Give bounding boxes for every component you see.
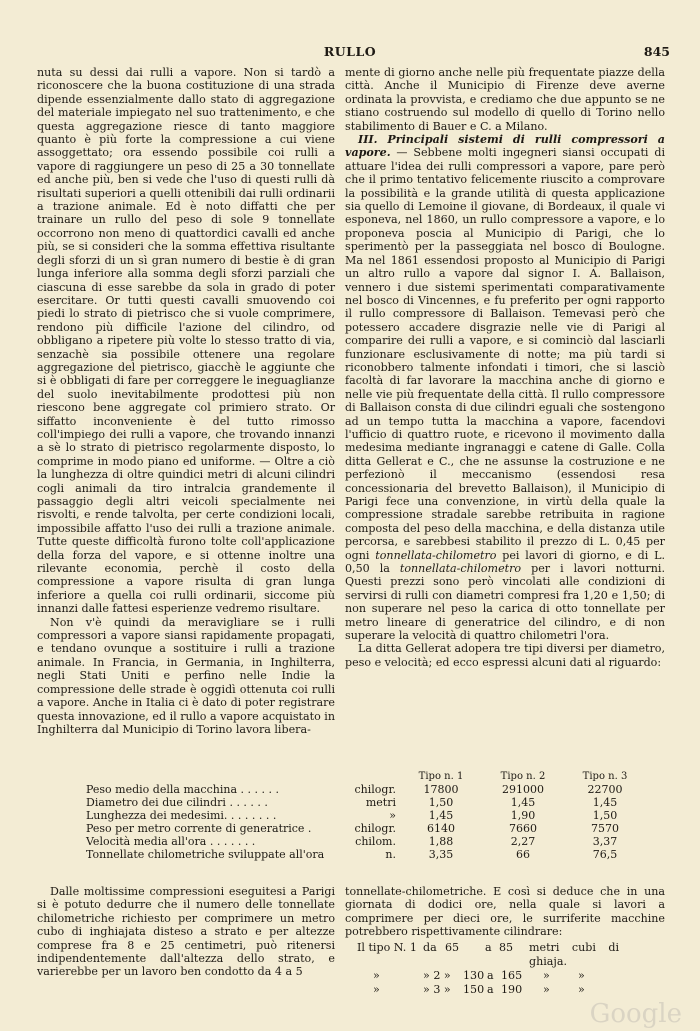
cell: 1,45	[592, 796, 618, 809]
section-text-end: per i lavori notturni. Questi prezzi sono però vincolati alle condizioni di servirsi di rulli con diametri compresi fra 1,20 e 1,50; di non superare nel peso la carica di otto tonnellate per metro lineare di generatrice del cilindro, e di non superare la velocità di quattro chilometri l'ora.	[345, 562, 665, 643]
cell: 1,88	[428, 835, 454, 848]
range-sep: a	[485, 940, 492, 954]
cell: 6140	[427, 822, 455, 835]
col-header: Tipo n. 2	[500, 771, 546, 782]
cell: 17800	[423, 783, 459, 796]
range-sep: a	[487, 982, 494, 996]
cell: 3,35	[428, 848, 454, 861]
col-header: Tipo n. 1	[418, 771, 464, 782]
right-paragraph-2	[345, 133, 665, 642]
range-high: 190	[501, 982, 523, 996]
page-number: 845	[643, 44, 670, 59]
italic-term-1: tonnellata-chilometro	[375, 548, 497, 562]
table-row	[86, 835, 646, 848]
range-unit: » »	[543, 982, 585, 996]
table-row	[86, 796, 646, 809]
cell: 3,37	[592, 835, 618, 848]
type-from: » 2 »	[423, 968, 451, 982]
left-paragraph-2: Non v'è quindi da meravigliare se i rulli compressori a vapore siansi rapidamente propagati, e tendano ovunque a sostituire i rulli a trazione animale. In Francia, in Germania, in Inghilterra, negli Stati Uniti e perfino nelle Indie la compressione delle strade è oggidì ottenuta coi rulli a vapore. Anche in Italia ci è dato di poter registrare questa innovazione, ed il rullo a vapore acquistato in Inghilterra dal Municipio di Torino lavora libera-	[37, 615, 335, 736]
section-text: — Sebbene molti ingegneri siansi occupati di attuare l'idea dei rulli compressori a vapore, pare però che il primo tentativo felicemente riuscito a comprovare la possibilità e la grande utilità di questa applicazione sia quello di Lemoine il giovane, di Bordeaux, il quale vi esponeva, nel 1860, un rullo compressore a vapore, e lo proponeva poscia al Municipio di Parigi, che lo sperimentò per la passeggiata nel bosco di Boulogne. Ma nel 1861 essendosi proposto al Municipio di Parigi un altro rullo a vapore dal signor I. A. Ballaison, vennero i due sistemi sperimentati comparativamente nel bosco di Vincennes, e fu preferito per ogni rapporto il rullo compressore di Ballaison. Temevasi però che potessero accadere disgrazie nelle vie di Parigi al comparire dei rulli a vapore, e si cominciò dal lasciarli funzionare esclusivamente di notte; ma più tardi si riconobbero talmente infondati i timori, che si lasciò facoltà di far lavorare la macchina anche di giorno e nelle vie più frequentate della città. Il rullo compressore di Ballaison consta di due cilindri eguali che sostengono ad un tempo tutta la macchina a vapore, facendovi l'ufficio di quattro ruote, e ricevono il movimento dalla medesima mediante ingranaggi e catene di Galle. Colla ditta Gellerat e C., che ne assunse la costruzione e ne perfezionò il meccanismo (essendosi resa concessionaria del brevetto Ballaison), il Municipio di Parigi fece una convenzione, in virtù della quale la compressione stradale sarebbe retribuita in ragione composta del peso della macchina, e della distanza utile percorsa, e sarebbesi stabilito il prezzo di L. 0,45 per ogni	[345, 146, 665, 562]
bottom-left-text: Dalle moltissime compressioni eseguitesi a Parigi si è potuto dedurre che il numero delle tonnellate chilometriche richiesto per comprimere un metro cubo di inghiajata disteso a strato e per altezze comprese fra 8 e 25 centimetri, può ritenersi indipendentemente dall'altezza dello strato, e varierebbe per un lavoro ben condotto da 4 a 5	[37, 885, 335, 979]
row-unit: »	[389, 809, 396, 822]
cell: 76,5	[592, 848, 618, 861]
type-from: » 3 »	[423, 982, 451, 996]
specs-table	[86, 770, 646, 861]
cell: 1,50	[428, 796, 454, 809]
italic-term-2: tonnellata-chilometro	[399, 562, 522, 576]
table-row	[86, 783, 646, 796]
row-label: Peso medio della macchina . . . . . .	[86, 783, 279, 796]
range-unit: » »	[543, 968, 585, 982]
row-unit: chilogr.	[354, 822, 396, 835]
range-low: 150	[463, 982, 485, 996]
right-paragraph-3: La ditta Gellerat adopera tre tipi diversi per diametro, peso e velocità; ed ecco espressi alcuni dati al riguardo:	[345, 642, 665, 669]
type-from: da	[423, 940, 437, 954]
row-label: Peso per metro corrente di generatrice .	[86, 822, 312, 835]
cell: 1,90	[510, 809, 536, 822]
cell: 2,27	[510, 835, 536, 848]
page-header	[0, 44, 700, 62]
cell: 7660	[509, 822, 537, 835]
table-row	[86, 809, 646, 822]
specs-table-block	[86, 770, 646, 861]
range-low: 130	[463, 968, 485, 982]
range-high: 165	[501, 968, 523, 982]
table-row	[86, 848, 646, 861]
row-unit: chilogr.	[354, 783, 396, 796]
list-item	[345, 941, 665, 969]
section-heading: III. Principali sistemi di rulli compressori a vapore.	[345, 133, 665, 160]
right-column	[345, 66, 665, 669]
range-high: 85	[499, 940, 514, 954]
list-item	[345, 969, 665, 983]
bottom-right-text: tonnellate-chilometriche. E così si deduce che in una giornata di dodici ore, nella quale si lavori a comprimere per dieci ore, le surriferite macchine potrebbero rispettivamente cilindrare:	[345, 885, 665, 939]
gravel-list	[345, 941, 665, 997]
range-low: 65	[445, 940, 460, 954]
cell: 1,45	[428, 809, 454, 822]
row-unit: chilom.	[355, 835, 396, 848]
cell: 291000	[502, 783, 544, 796]
range-unit: metri cubi di ghiaja.	[529, 940, 619, 968]
cell: 66	[516, 848, 530, 861]
left-column	[37, 66, 335, 736]
cell: 1,45	[510, 796, 536, 809]
row-label: Velocità media all'ora . . . . . . .	[86, 835, 256, 848]
type-label: »	[373, 968, 380, 982]
col-header: Tipo n. 3	[582, 771, 628, 782]
row-label: Tonnellate chilometriche sviluppate all'ora	[86, 848, 325, 861]
list-item	[345, 983, 665, 997]
right-paragraph-1: mente di giorno anche nelle più frequentate piazze della città. Anche il Municipio di Firenze deve averne ordinata la provvista, e crediamo che due appunto se ne stiano costruendo sul modello di quello di Torino nello stabilimento di Bauer e C. a Milano.	[345, 66, 665, 133]
watermark-logo: Google	[589, 999, 682, 1029]
range-sep: a	[487, 968, 494, 982]
type-label: Il tipo N. 1	[357, 940, 417, 954]
specs-header-row	[86, 770, 646, 783]
cell: 7570	[591, 822, 619, 835]
table-row	[86, 822, 646, 835]
row-label: Lunghezza dei medesimi. . . . . . . .	[86, 809, 277, 822]
type-label: »	[373, 982, 380, 996]
section-text-mid: pei lavori di giorno, e di L. 0,50 la	[345, 548, 665, 576]
running-title: RULLO	[323, 44, 377, 59]
row-unit: n.	[385, 848, 396, 861]
row-label: Diametro dei due cilindri . . . . . .	[86, 796, 268, 809]
cell: 22700	[587, 783, 623, 796]
left-paragraph-1: nuta su dessi dai rulli a vapore. Non si tardò a riconoscere che la buona costituzione di una strada dipende essenzialmente dallo stato di aggregazione del materiale impiegato nel suo trattenimento, e che questa aggregazione riesce di tanto maggiore quanto è più forte la compressione a cui viene assoggettato; ora essendo possibile coi rulli a vapore di raggiungere un peso di 25 a 30 tonnellate ed anche più, ben si vede che l'uso di questi rulli dà risultati superiori a quelli ottenibili dai rulli ordinarii a trazione animale. Ed è noto diffatti che per trainare un rullo del peso di sole 9 tonnellate occorrono non meno di quattordici cavalli ed anche più, se si consideri che la somma effettiva risultante degli sforzi di un sì gran numero di bestie è di gran lunga inferiore alla somma degli sforzi parziali che ciascuna di esse sarebbe da sola in grado di poter esercitare. Or tutti questi cavalli smuovendo coi piedi lo strato di pietrisco che si vuole comprimere, rendono più difficile l'azione del cilindro, od obbligano a ripetere più volte lo stesso tratto di via, senzachè sia possibile ottenere una regolare aggregazione del pietrisco, giacchè le aggiunte che si è obbligati di fare per correggere le ineguaglianze del suolo inevitabilmente prodottesi più non riescono bene aggregate col primiero strato. Or siffatto inconveniente è del tutto rimosso coll'impiego dei rulli a vapore, che trovando innanzi a sè lo strato di pietrisco regolarmente disposto, lo comprime in modo piano ed uniforme. — Oltre a ciò la lunghezza di oltre quindici metri di alcuni cilindri cogli animali da tiro intralcia grandemente il passaggio degli altri veicoli specialmente nei risvolti, e rende talvolta, per certe condizioni locali, impossibile affatto l'uso dei rulli a trazione animale. Tutte queste difficoltà furono tolte coll'applicazione della forza del vapore, e si ottenne inoltre una rilevante economia, perchè il costo della compressione a vapore risulta di gran lunga inferiore a quella coi rulli ordinarii, siccome più innanzi dalle fattesi esperienze vedremo risultare.	[37, 66, 335, 616]
bottom-right-paragraph	[345, 885, 665, 997]
row-unit: metri	[365, 796, 396, 809]
cell: 1,50	[592, 809, 618, 822]
bottom-left-paragraph	[37, 885, 335, 979]
